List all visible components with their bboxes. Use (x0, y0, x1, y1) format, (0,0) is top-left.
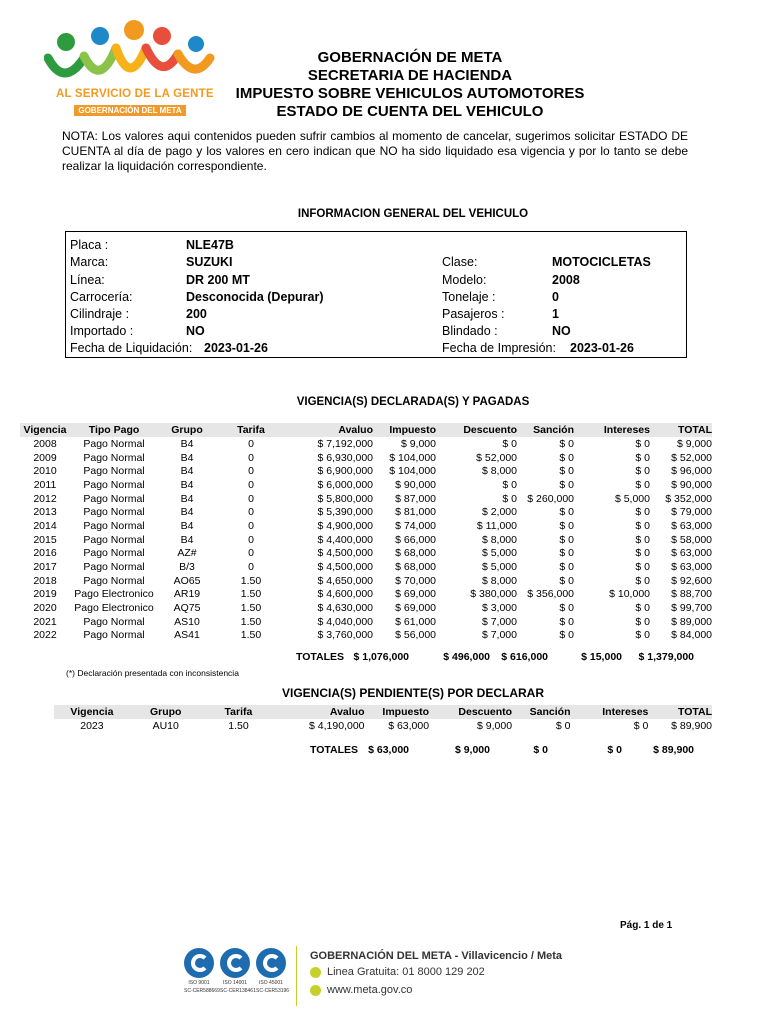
table-cell: $ 84,000 (671, 629, 712, 642)
table-cell: Pago Normal (83, 465, 145, 478)
table-cell: 2013 (33, 506, 57, 519)
table-cell: AQ75 (173, 602, 201, 615)
importado-value: NO (186, 324, 205, 338)
table-cell: $ 68,000 (395, 547, 436, 560)
table-cell: AS10 (174, 615, 200, 628)
table-cell: $ 0 (635, 574, 650, 587)
table-cell: Pago Normal (83, 478, 145, 491)
table-cell: 0 (248, 533, 254, 546)
column-header: Tarifa (202, 705, 276, 719)
table-cell: Pago Normal (83, 574, 145, 587)
table-cell: 2018 (33, 574, 57, 587)
table-cell: 2015 (33, 533, 57, 546)
table-row (20, 478, 712, 492)
pasajeros-label: Pasajeros : (442, 307, 505, 321)
table-cell: $ 0 (635, 519, 650, 532)
table-cell: $ 380,000 (470, 588, 517, 601)
fecha-liquidacion-label: Fecha de Liquidación: (70, 341, 193, 355)
table-cell: 2014 (33, 519, 57, 532)
pending-total-descuento: $ 9,000 (454, 744, 490, 756)
table-cell: $ 89,900 (671, 719, 712, 732)
table-cell: $ 104,000 (389, 465, 436, 478)
table-cell: $ 7,000 (481, 629, 517, 642)
icontec-icon (184, 948, 214, 978)
table-cell: $ 6,930,000 (317, 451, 373, 464)
table-row (20, 547, 712, 561)
table-cell: 1.50 (240, 588, 262, 601)
footer (178, 944, 598, 1010)
table-cell: 2012 (33, 492, 57, 505)
table-cell: $ 9,000 (477, 719, 513, 732)
table-cell: $ 8,000 (481, 533, 517, 546)
placa-value: NLE47B (186, 238, 234, 252)
table-cell: $ 4,040,000 (317, 615, 373, 628)
table-cell: $ 70,000 (395, 574, 436, 587)
table-cell: Pago Normal (83, 492, 145, 505)
logo-slogan: AL SERVICIO DE LA GENTE (56, 88, 214, 100)
table-cell: $ 4,400,000 (317, 533, 373, 546)
table-cell: $ 0 (635, 437, 650, 450)
table-cell: $ 0 (559, 574, 574, 587)
table-cell: $ 0 (559, 506, 574, 519)
table-row (20, 588, 712, 602)
table-cell: $ 4,650,000 (317, 574, 373, 587)
table-cell: $ 5,000 (481, 561, 517, 574)
table-cell: 2021 (33, 615, 57, 628)
table-cell: $ 87,000 (395, 492, 436, 505)
cert-code: SC-CER138461 (220, 988, 256, 994)
table-cell: $ 63,000 (671, 561, 712, 574)
phone-icon (310, 967, 321, 978)
cilindraje-value: 200 (186, 307, 207, 321)
table-cell: $ 0 (635, 629, 650, 642)
table-cell: 2008 (33, 437, 57, 450)
table-cell: $ 0 (555, 719, 571, 732)
column-header: Intereses (574, 423, 650, 437)
table-cell: 0 (248, 547, 254, 560)
table-cell: Pago Normal (83, 437, 145, 450)
table-cell: B4 (180, 451, 194, 464)
table-cell: Pago Normal (83, 615, 145, 628)
table-cell: $ 10,000 (609, 588, 650, 601)
table-cell: $ 6,000,000 (317, 478, 373, 491)
footer-divider (296, 946, 297, 1006)
fecha-liquidacion-value: 2023-01-26 (204, 341, 268, 355)
pending-total-total: $ 89,900 (653, 744, 694, 756)
marca-value: SUZUKI (186, 255, 233, 269)
table-cell: $ 0 (635, 533, 650, 546)
table-cell: 1.50 (228, 719, 249, 732)
table-cell: $ 5,800,000 (317, 492, 373, 505)
table-cell: $ 88,700 (671, 588, 712, 601)
table-cell: $ 58,000 (671, 533, 712, 546)
table-cell: $ 0 (559, 629, 574, 642)
column-header: Descuento (429, 705, 512, 719)
table-cell: AZ# (177, 547, 197, 560)
column-header: Descuento (436, 423, 517, 437)
table-cell: 2020 (33, 602, 57, 615)
table-cell: B4 (180, 506, 194, 519)
declared-total-total: $ 1,379,000 (638, 651, 694, 663)
column-header: TOTAL (648, 705, 712, 719)
table-cell: B4 (180, 478, 194, 491)
header-line2: SECRETARIA DE HACIENDA (307, 67, 513, 84)
table-cell: $ 0 (635, 561, 650, 574)
table-cell: $ 0 (635, 451, 650, 464)
table-cell: 2017 (33, 561, 57, 574)
table-cell: $ 0 (502, 478, 517, 491)
table-cell: 0 (248, 465, 254, 478)
table-row (20, 574, 712, 588)
declared-total-impuesto: $ 1,076,000 (353, 651, 409, 663)
table-cell: Pago Electronico (74, 588, 154, 601)
table-cell: $ 0 (635, 547, 650, 560)
table-cell: 0 (248, 492, 254, 505)
table-cell: 0 (248, 506, 254, 519)
tonelaje-value: 0 (552, 290, 559, 304)
fecha-impresion-label: Fecha de Impresión: (442, 341, 556, 355)
table-cell: B4 (180, 533, 194, 546)
table-cell: B4 (180, 465, 194, 478)
vehicle-info-title: INFORMACION GENERAL DEL VEHICULO (297, 208, 529, 220)
table-cell: $ 4,500,000 (317, 547, 373, 560)
table-cell: $ 4,500,000 (317, 561, 373, 574)
table-cell: $ 0 (635, 465, 650, 478)
table-cell: $ 7,000 (481, 615, 517, 628)
icontec-icon (220, 948, 250, 978)
table-cell: $ 69,000 (395, 602, 436, 615)
table-cell: $ 0 (559, 478, 574, 491)
column-header: Grupo (130, 705, 202, 719)
table-cell: 0 (248, 561, 254, 574)
table-cell: 2022 (33, 629, 57, 642)
table-cell: $ 9,000 (676, 437, 712, 450)
header-line1: GOBERNACIÓN DE META (317, 49, 503, 66)
cilindraje-label: Cilindraje : (70, 307, 130, 321)
tonelaje-label: Tonelaje : (442, 290, 496, 304)
table-cell: Pago Normal (83, 547, 145, 560)
table-cell: $ 68,000 (395, 561, 436, 574)
column-header: Grupo (158, 423, 216, 437)
table-cell: $ 56,000 (395, 629, 436, 642)
table-cell: 2011 (33, 478, 57, 491)
table-cell: $ 6,900,000 (317, 465, 373, 478)
table-cell: $ 352,000 (665, 492, 712, 505)
header-line3: IMPUESTO SOBRE VEHICULOS AUTOMOTORES (235, 85, 585, 102)
clase-value: MOTOCICLETAS (552, 255, 651, 269)
table-row (20, 464, 712, 478)
table-cell: $ 81,000 (395, 506, 436, 519)
table-cell: $ 0 (559, 451, 574, 464)
column-header: TOTAL (650, 423, 712, 437)
table-row (54, 719, 712, 733)
table-cell: $ 92,600 (671, 574, 712, 587)
table-cell: 0 (248, 519, 254, 532)
icontec-icon (256, 948, 286, 978)
cert-iso9001 (184, 948, 220, 1004)
table-cell: 0 (248, 451, 254, 464)
table-row (20, 629, 712, 643)
table-cell: $ 79,000 (671, 506, 712, 519)
table-cell: $ 90,000 (395, 478, 436, 491)
globe-icon (310, 985, 321, 996)
column-header: Sanción (512, 705, 570, 719)
table-cell: $ 0 (635, 602, 650, 615)
table-cell: $ 52,000 (671, 451, 712, 464)
pending-table (54, 705, 712, 733)
table-cell: Pago Normal (83, 506, 145, 519)
table-cell: $ 0 (559, 533, 574, 546)
table-cell: $ 0 (559, 465, 574, 478)
table-row (20, 492, 712, 506)
table-row (20, 451, 712, 465)
cert-label: ISO 9001 (188, 980, 210, 986)
inconsistency-note: (*) Declaración presentada con inconsistencia (66, 668, 239, 678)
table-cell: $ 0 (635, 615, 650, 628)
column-header: Vigencia (54, 705, 130, 719)
footer-phone: Linea Gratuita: 01 8000 129 202 (327, 966, 485, 978)
column-header: Tarifa (216, 423, 286, 437)
table-cell: $ 11,000 (476, 519, 517, 532)
modelo-value: 2008 (552, 273, 580, 287)
table-cell: B4 (180, 437, 194, 450)
table-cell: $ 0 (502, 492, 517, 505)
table-cell: AU10 (152, 719, 179, 732)
pending-title: VIGENCIA(S) PENDIENTE(S) POR DECLARAR (281, 686, 544, 700)
table-cell: $ 0 (559, 602, 574, 615)
column-header: Impuesto (373, 423, 436, 437)
table-row (20, 505, 712, 519)
table-cell: 0 (248, 437, 254, 450)
table-row (20, 601, 712, 615)
table-cell: 1.50 (240, 574, 262, 587)
cert-label: ISO 14001 (223, 980, 247, 986)
table-cell: $ 4,190,000 (309, 719, 365, 732)
nota-text: NOTA: Los valores aqui contenidos pueden sufrir cambios al momento de cancelar, sugerimos solicitar ESTADO DE CUENTA al día de pago y los valores en cero indican que NO ha sido liquidado esa vigencia y por lo tanto se debe realizar la liquidación correspondiente. (62, 129, 688, 173)
table-cell: $ 3,000 (481, 602, 517, 615)
table-cell: $ 0 (635, 506, 650, 519)
table-cell: $ 356,000 (527, 588, 574, 601)
table-cell: $ 63,000 (671, 519, 712, 532)
linea-label: Línea: (70, 273, 105, 287)
table-cell: $ 260,000 (527, 492, 574, 505)
blindado-label: Blindado : (442, 324, 498, 338)
table-cell: $ 0 (559, 561, 574, 574)
table-cell: B/3 (179, 561, 195, 574)
cert-label: ISO 45001 (259, 980, 283, 986)
table-cell: Pago Normal (83, 629, 145, 642)
table-cell: 1.50 (240, 602, 262, 615)
page-number: Pág. 1 de 1 (620, 920, 673, 931)
table-cell: Pago Electronico (74, 602, 154, 615)
table-cell: $ 0 (635, 478, 650, 491)
table-cell: $ 74,000 (395, 519, 436, 532)
table-cell: AO65 (173, 574, 201, 587)
cert-iso14001 (220, 948, 256, 1004)
table-cell: Pago Normal (83, 519, 145, 532)
table-row (20, 615, 712, 629)
pending-totals-label: TOTALES (310, 744, 359, 756)
table-row (20, 437, 712, 451)
logo-subtitle: GOBERNACIÓN DEL META (74, 105, 186, 116)
footer-org: GOBERNACIÓN DEL META - Villavicencio / Meta (310, 950, 563, 962)
table-cell: $ 4,900,000 (317, 519, 373, 532)
table-cell: B4 (180, 492, 194, 505)
clase-label: Clase: (442, 255, 478, 269)
pending-total-sancion: $ 0 (533, 744, 548, 756)
vehicle-info-box (65, 231, 687, 358)
declared-title: VIGENCIA(S) DECLARADA(S) Y PAGADAS (296, 396, 530, 408)
table-row (20, 560, 712, 574)
table-cell: $ 0 (559, 437, 574, 450)
marca-label: Marca: (70, 255, 109, 269)
linea-value: DR 200 MT (186, 273, 250, 287)
pasajeros-value: 1 (552, 307, 559, 321)
table-cell: 2010 (33, 465, 57, 478)
placa-label: Placa : (70, 238, 109, 252)
table-cell: 0 (248, 478, 254, 491)
table-cell: Pago Normal (83, 561, 145, 574)
table-cell: $ 63,000 (388, 719, 430, 732)
table-cell: 1.50 (240, 629, 262, 642)
table-cell: $ 0 (559, 615, 574, 628)
table-cell: 2009 (33, 451, 57, 464)
table-cell: $ 7,192,000 (317, 437, 373, 450)
table-cell: $ 8,000 (481, 574, 517, 587)
table-cell: 2016 (33, 547, 57, 560)
table-cell: $ 66,000 (395, 533, 436, 546)
table-cell: AS41 (174, 629, 200, 642)
column-header: Intereses (571, 705, 649, 719)
cert-code: SC-CER53196 (256, 988, 290, 994)
table-cell: $ 104,000 (389, 451, 436, 464)
header-line4: ESTADO DE CUENTA DEL VEHICULO (276, 103, 544, 120)
table-cell: $ 52,000 (476, 451, 517, 464)
table-cell: $ 89,000 (671, 615, 712, 628)
carroceria-value: Desconocida (Depurar) (186, 290, 324, 304)
footer-web[interactable]: www.meta.gov.co (327, 984, 413, 996)
declared-table (20, 423, 712, 642)
declared-total-descuento: $ 496,000 (443, 651, 490, 663)
table-cell: Pago Normal (83, 451, 145, 464)
blindado-value: NO (552, 324, 571, 338)
table-row (20, 519, 712, 533)
fecha-impresion-value: 2023-01-26 (570, 341, 634, 355)
column-header: Tipo Pago (70, 423, 158, 437)
table-cell: 2023 (80, 719, 104, 732)
table-cell: $ 69,000 (395, 588, 436, 601)
table-cell: $ 4,600,000 (317, 588, 373, 601)
pending-total-intereses: $ 0 (607, 744, 622, 756)
table-cell: $ 90,000 (671, 478, 712, 491)
column-header: Impuesto (365, 705, 430, 719)
table-cell: AR19 (173, 588, 201, 601)
table-cell: $ 9,000 (400, 437, 436, 450)
table-cell: $ 3,760,000 (317, 629, 373, 642)
table-cell: $ 5,000 (481, 547, 517, 560)
table-cell: $ 0 (633, 719, 649, 732)
table-cell: 2019 (33, 588, 57, 601)
cert-code: SC-CER588669 (184, 988, 220, 994)
pending-total-impuesto: $ 63,000 (368, 744, 409, 756)
table-cell: $ 0 (559, 547, 574, 560)
cert-iso45001 (256, 948, 290, 1004)
declared-totals-label: TOTALES (296, 651, 345, 663)
importado-label: Importado : (70, 324, 134, 338)
declared-total-intereses: $ 15,000 (581, 651, 622, 663)
table-cell: Pago Normal (83, 533, 145, 546)
table-cell: $ 2,000 (481, 506, 517, 519)
table-row (20, 533, 712, 547)
table-cell: $ 63,000 (671, 547, 712, 560)
table-cell: B4 (180, 519, 194, 532)
table-cell: $ 61,000 (395, 615, 436, 628)
column-header: Vigencia (20, 423, 70, 437)
column-header: Avaluo (286, 423, 373, 437)
column-header: Sanción (517, 423, 574, 437)
modelo-label: Modelo: (442, 273, 487, 287)
table-cell: $ 5,000 (614, 492, 650, 505)
table-cell: $ 0 (502, 437, 517, 450)
table-cell: $ 4,630,000 (317, 602, 373, 615)
table-cell: $ 8,000 (481, 465, 517, 478)
table-cell: $ 0 (559, 519, 574, 532)
declared-total-sancion: $ 616,000 (501, 651, 548, 663)
carroceria-label: Carrocería: (70, 290, 133, 304)
column-header: Avaluo (275, 705, 364, 719)
table-cell: $ 5,390,000 (317, 506, 373, 519)
table-cell: 1.50 (240, 615, 262, 628)
table-cell: $ 96,000 (671, 465, 712, 478)
table-cell: $ 99,700 (671, 602, 712, 615)
